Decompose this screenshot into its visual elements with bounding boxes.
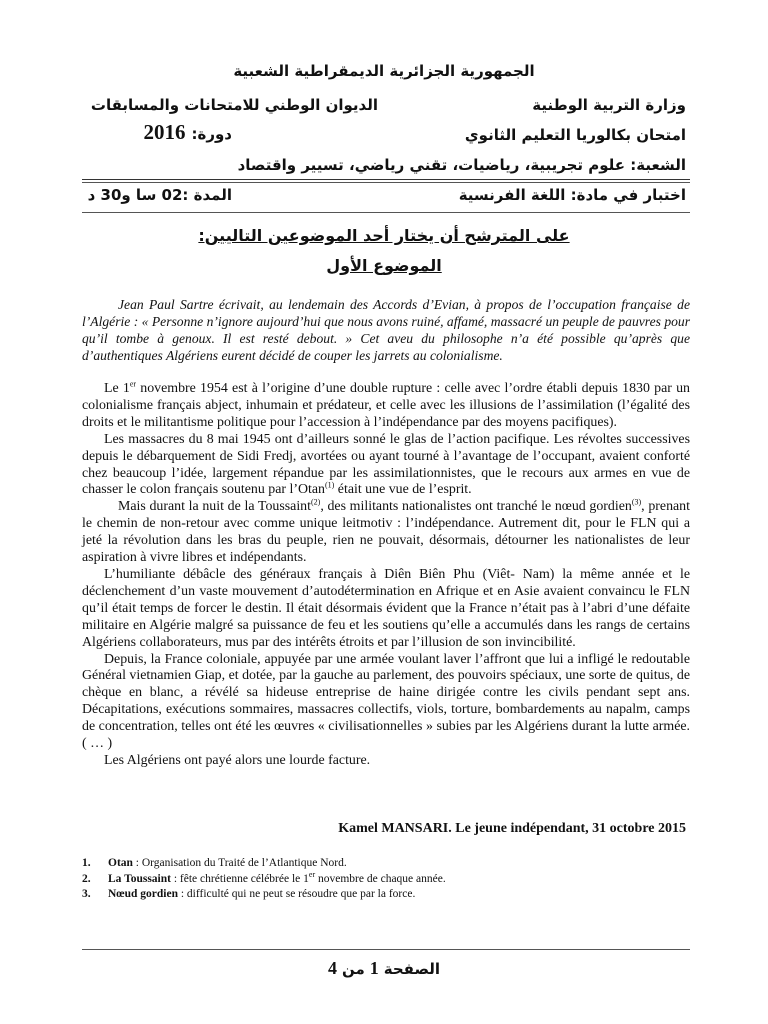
page-total: 4: [327, 958, 337, 978]
footnote-3: [82, 887, 446, 903]
p2-start: Les massacres du 8 mai 1945 ont d’ailleurs sonné le glas de l’action pacifique. Les révoltes successives depuis le débarquement de Sidi Fredj, avortées ou ayant tourné à l’avantage de l’occupant, avaient conforté chez beaucoup l’idée, largement répandue par les assimilationnistes, que le recours aux armes en vue de chasser le colon français soutenu par l’Otan: [82, 431, 690, 498]
paragraph-6: Les Algériens ont payé alors une lourde facture.: [104, 752, 371, 768]
paragraph-4: L’humiliante débâcle des généraux français à Diên Biên Phu (Viêt- Nam) la même année et le déclenchement d’un vaste mouvement d’autodétermination en Afrique et en Asie avaient convaincu le FLN qu’il était temps de forcer le destin. Il était désormais évident que la France n’était pas à l’abri d’une défaite militaire en Algérie malgré sa puissance de feu et les soutiens qu’elle a accumulés dans les rangs de certains Algériens collaborateurs, mus par des intérêts étroits et par l’illusion de son invincibilité.: [82, 566, 690, 650]
footnote-definition-rest: novembre de chaque année.: [315, 872, 446, 885]
article-text: [82, 381, 690, 770]
paragraph-3: [82, 499, 690, 567]
topic-heading: [0, 256, 768, 275]
page-number: 1: [369, 958, 379, 978]
footnote-number: 2.: [82, 872, 91, 885]
article-source: Kamel MANSARI. Le jeune indépendant, 31 octobre 2015: [338, 821, 686, 836]
footnote-2: [82, 869, 446, 888]
p1-rest: novembre 1954 est à l’origine d’une double rupture : celle avec l’ordre établi depuis 1830 par un colonialisme français abject, inhumain et prédateur, et celle avec les illusions de l’assimilation (l’égalité des droits et le militantisme politique pour l’accession à l’indépendance par des moyens pacifiques).: [82, 381, 690, 430]
session-label: دورة:: [191, 125, 232, 143]
subject-line: اختبار في مادة: اللغة الفرنسية: [458, 186, 686, 204]
duration-line: المدة :02 سا و30 د: [87, 186, 232, 204]
instruction-text: على المترشح أن يختار أحد الموضوعين التاليين:: [198, 226, 570, 245]
page-label: الصفحة: [383, 960, 441, 978]
p3-middle: , des militants nationalistes ont tranché le nœud gordien: [320, 499, 632, 515]
subject-divider: [82, 212, 690, 213]
footnote-ref-1: (1): [325, 480, 335, 490]
footnote-1: [82, 856, 446, 872]
session-year: 2016: [143, 120, 186, 144]
p3-rest: , prenant le chemin de non-retour avec comme unique leitmotiv : l’indépendance. Autrement dit, pour le FLN qui a jeté la révolution dans les bras du peuple, rien ne pouvait, désormais, détourner les nationalistes de leur aspiration à vivre libres et indépendants.: [82, 499, 690, 566]
paragraph-1: [82, 381, 690, 432]
footer-divider: [82, 949, 690, 950]
exam-name: امتحان بكالوريا التعليم الثانوي: [464, 126, 686, 144]
footnote-ref-2: (2): [310, 497, 321, 507]
p2-rest: était une vue de l’esprit.: [334, 482, 472, 498]
paragraph-5: Depuis, la France coloniale, appuyée par une armée voulant laver l’affront que lui a infligé le redoutable Général vietnamien Giap, et dotée, par la gauche au parlement, des pouvoirs spéciaux, une sorte de quitus, de chèque en blanc, a révélé sa hideuse entreprise de haine dirigée contre les civils pendant sept ans. Décapitations, exécutions sommaires, massacres collectifs, viols, torture, bombardements au napalm, camps de concentration, telles ont été les œuvres « civilisationnelles » subies par les Algériens durant la lutte armée. ( … ): [82, 651, 690, 752]
p1-superscript: er: [129, 379, 137, 389]
paragraph-2: [82, 432, 690, 500]
footnote-number: 1.: [82, 857, 91, 869]
header-divider-top: [82, 179, 690, 180]
footnote-definition: : fête chrétienne célébrée le 1: [170, 872, 309, 885]
session-info: [143, 120, 232, 145]
p1-start: Le 1: [104, 381, 130, 396]
footnotes: [82, 856, 446, 903]
footnote-term: Otan: [108, 857, 133, 869]
footnote-number: 3.: [82, 888, 91, 900]
streams-line: الشعبة: علوم تجريبية، رياضيات، تقني رياضي، تسيير واقتصاد: [237, 156, 686, 174]
instruction-line: [0, 226, 768, 245]
footnote-definition: : difficulté qui ne peut se résoudre que par la force.: [177, 888, 416, 900]
footnote-term: Nœud gordien: [108, 888, 178, 900]
exam-office-name: الديوان الوطني للامتحانات والمسابقات: [90, 96, 378, 114]
intro-paragraph: Jean Paul Sartre écrivait, au lendemain des Accords d’Evian, à propos de l’occupation française de l’Algérie : « Personne n’ignore aujourd’hui que nous avons ruiné, affamé, massacré un peuple de pauvres pour qu’il tombe à genoux. Il est resté debout. » Cet aveu du philosophe n’a été possible qu’après que d’authentiques Algériens eurent décidé de couper les jarrets au colonialisme.: [82, 297, 690, 363]
footnote-ref-3: (3): [631, 497, 642, 507]
footnote-superscript: er: [308, 869, 316, 879]
republic-title: الجمهورية الجزائرية الديمقراطية الشعبية: [233, 62, 535, 80]
topic-title: الموضوع الأول: [326, 256, 442, 275]
page-of-label: من: [341, 960, 365, 978]
header-divider-bottom: [82, 182, 690, 183]
footnote-term: La Toussaint: [108, 872, 171, 885]
page-indicator: [0, 958, 768, 979]
footnote-definition: : Organisation du Traité de l’Atlantique Nord.: [132, 857, 347, 869]
ministry-name: وزارة التربية الوطنية: [532, 96, 686, 114]
p3-start: Mais durant la nuit de la Toussaint: [118, 499, 311, 515]
